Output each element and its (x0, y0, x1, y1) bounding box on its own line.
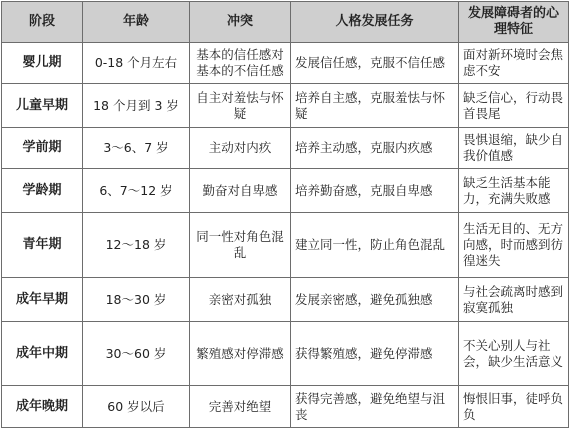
header-task: 人格发展任务 (291, 2, 459, 43)
task-cell: 获得完善感，避免绝望与沮丧 (291, 386, 459, 428)
header-conflict: 冲突 (190, 2, 291, 43)
conflict-cell: 基本的信任感对基本的不信任感 (190, 43, 291, 84)
conflict-cell: 自主对羞怯与怀疑 (190, 84, 291, 128)
conflict-cell: 同一性对角色混乱 (190, 213, 291, 278)
table-row (2, 322, 569, 386)
task-cell: 培养主动感，克服内疚感 (291, 128, 459, 169)
task-cell: 发展信任感，克服不信任感 (291, 43, 459, 84)
table-row (2, 43, 569, 84)
stage-cell: 青年期 (2, 213, 83, 278)
age-cell: 18～30 岁 (83, 278, 190, 322)
stage-cell: 成年中期 (2, 322, 83, 386)
header-stage: 阶段 (2, 2, 83, 43)
characteristics-cell: 畏惧退缩，缺少自我价值感 (459, 128, 569, 169)
age-cell: 0-18 个月左右 (83, 43, 190, 84)
age-cell: 3～6、7 岁 (83, 128, 190, 169)
age-cell: 6、7～12 岁 (83, 169, 190, 213)
characteristics-cell: 面对新环境时会焦虑不安 (459, 43, 569, 84)
task-cell: 培养勤奋感，克服自卑感 (291, 169, 459, 213)
conflict-cell: 主动对内疚 (190, 128, 291, 169)
erikson-stage-table (1, 1, 569, 428)
stage-cell: 学龄期 (2, 169, 83, 213)
characteristics-cell: 缺乏生活基本能力，充满失败感 (459, 169, 569, 213)
age-cell: 60 岁以后 (83, 386, 190, 428)
characteristics-cell: 生活无目的、无方向感，时而感到彷徨迷失 (459, 213, 569, 278)
table-row (2, 213, 569, 278)
header-characteristics: 发展障碍者的心理特征 (459, 2, 569, 43)
characteristics-cell: 缺乏信心，行动畏首畏尾 (459, 84, 569, 128)
age-cell: 12～18 岁 (83, 213, 190, 278)
table-header-row (2, 2, 569, 43)
conflict-cell: 亲密对孤独 (190, 278, 291, 322)
stage-cell: 学前期 (2, 128, 83, 169)
header-age: 年龄 (83, 2, 190, 43)
stage-cell: 成年早期 (2, 278, 83, 322)
task-cell: 发展亲密感，避免孤独感 (291, 278, 459, 322)
conflict-cell: 完善对绝望 (190, 386, 291, 428)
age-cell: 18 个月到 3 岁 (83, 84, 190, 128)
stage-cell: 婴儿期 (2, 43, 83, 84)
table-row (2, 169, 569, 213)
task-cell: 培养自主感，克服羞怯与怀疑 (291, 84, 459, 128)
table-row (2, 278, 569, 322)
stage-cell: 儿童早期 (2, 84, 83, 128)
age-cell: 30～60 岁 (83, 322, 190, 386)
task-cell: 获得繁殖感，避免停滞感 (291, 322, 459, 386)
characteristics-cell: 不关心别人与社会，缺少生活意义 (459, 322, 569, 386)
conflict-cell: 勤奋对自卑感 (190, 169, 291, 213)
stage-cell: 成年晚期 (2, 386, 83, 428)
task-cell: 建立同一性，防止角色混乱 (291, 213, 459, 278)
conflict-cell: 繁殖感对停滞感 (190, 322, 291, 386)
characteristics-cell: 悔恨旧事，徒呼负负 (459, 386, 569, 428)
table-row (2, 128, 569, 169)
table-row (2, 386, 569, 428)
table-row (2, 84, 569, 128)
characteristics-cell: 与社会疏离时感到寂寞孤独 (459, 278, 569, 322)
